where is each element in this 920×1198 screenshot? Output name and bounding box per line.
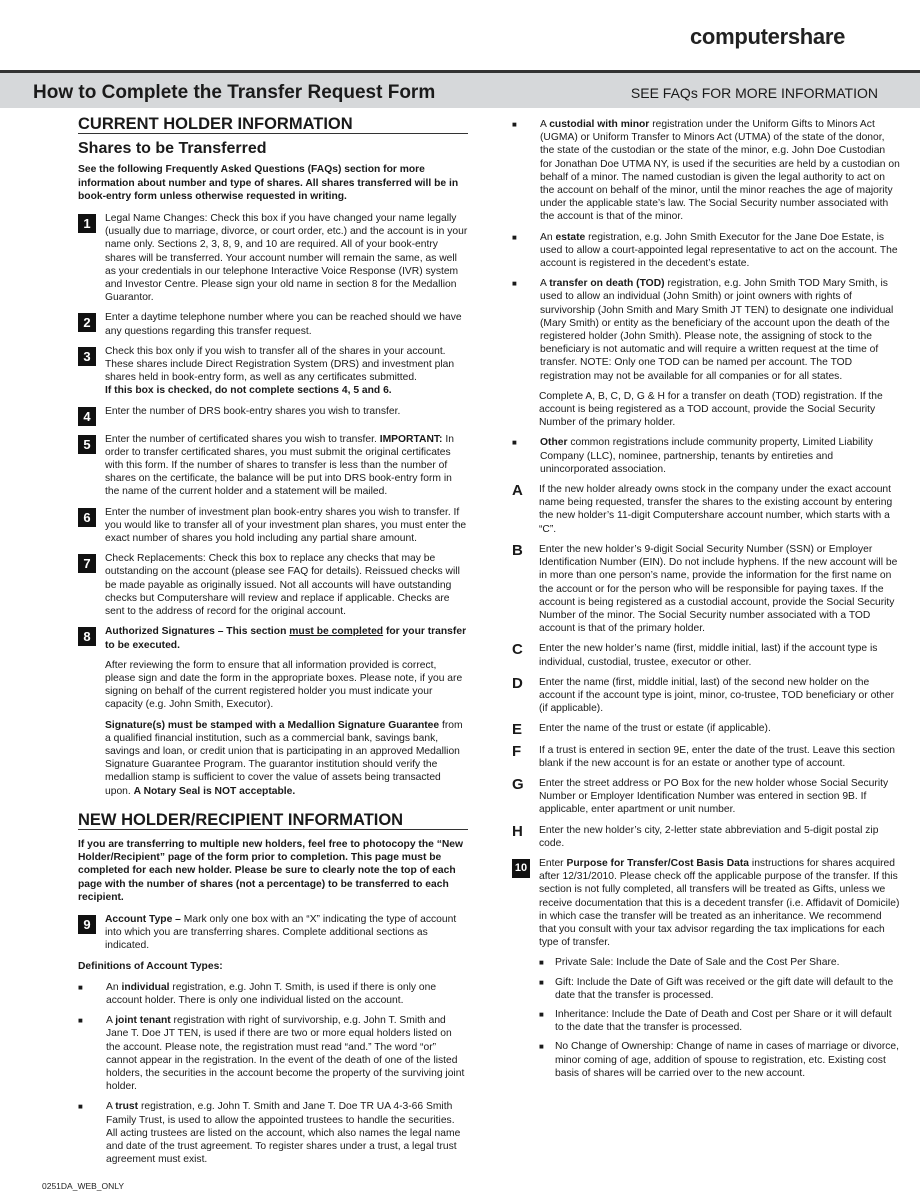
section-9g: G Enter the street address or PO Box for the new holder whose Social Security Number or Employer Identification Number was entered in section 9B. If applicable, enter apartment or unit number. bbox=[512, 775, 889, 816]
medallion-paragraph: Signature(s) must be stamped with a Medallion Signature Guarantee from a qualified financial institution, such as a commercial bank, savings bank, savings and loan, or credit union that is participating in an approved Medallion Signature Guarantee Program. The guarantor institution should verify the medallion stamp is sufficient to cover the value of assets being transacted upon. A Notary Seal is NOT acceptable. bbox=[105, 719, 463, 797]
faq-reference: SEE FAQs FOR MORE INFORMATION bbox=[630, 85, 878, 101]
section-number: 7 bbox=[78, 554, 96, 573]
section-number: 1 bbox=[78, 214, 96, 233]
form-code: 0251DA_WEB_ONLY bbox=[42, 1181, 125, 1191]
section-letter: C bbox=[512, 641, 523, 659]
section-7: 7 Check Replacements: Check this box to replace any checks that may be outstanding on the account (please see FAQ for details). Reissued checks will be made payable as originally issued. Not all accounts will have outstanding checks but Computershare will review and replace if applicable. Checks are sent to the address of record for the original account. bbox=[78, 552, 468, 618]
list-item: ■ An individual registration, e.g. John T. Smith, is used if there is only one account holder. There is only one individual listed on the account. bbox=[78, 981, 437, 1006]
section-9c: C Enter the new holder’s name (first, middle initial, last) if the account type is individual, custodial, trustee, executor or other. bbox=[512, 641, 878, 668]
section-5: 5 Enter the number of certificated shares you wish to transfer. IMPORTANT: In order to transfer certificated shares, you must submit the original certificates with this form. If the number of shares to transfer is less than the number of shares on the certificate, the balance will be put into DRS book-entry form in the name of the current holder and a statement will be mailed. bbox=[78, 433, 468, 499]
bullet-icon: ■ bbox=[512, 120, 517, 129]
bullet-icon: ■ bbox=[539, 1042, 544, 1052]
bullet-icon: ■ bbox=[78, 1016, 83, 1026]
section-2: 2 Enter a daytime telephone number where you can be reached should we have any questions regarding this transfer request. bbox=[78, 311, 468, 337]
section-number: 9 bbox=[78, 915, 96, 934]
section-letter: F bbox=[512, 742, 522, 760]
section-4: 4 Enter the number of DRS book-entry shares you wish to transfer. bbox=[78, 405, 468, 426]
left-column bbox=[78, 115, 468, 1173]
list-item: ■ Other common registrations include community property, Limited Liability Company (LLC), nominee, partnership, tenants by entireties and unincorporated association. bbox=[512, 437, 873, 475]
section-letter: H bbox=[512, 822, 523, 840]
section-9h: H Enter the new holder’s city, 2-letter state abbreviation and 5-digit postal zip code. bbox=[512, 822, 879, 849]
section-9b: B Enter the new holder’s 9-digit Social Security Number (SSN) or Employer Identification Number (EIN). Do not include hyphens. If the new account will be in more than one person’s name, provide the information for the first name on the account or for the person who will be responsible for paying taxes. If the account is being registered as a custodial account, provide the Social Security Number of the minor. The Social Security number associated with a TOD account is that of the primary holder. bbox=[512, 541, 898, 635]
bullet-icon: ■ bbox=[512, 279, 517, 289]
list-item: ■ An estate registration, e.g. John Smith Executor for the Jane Doe Estate, is used to allow a court-appointed legal representative to act on the account. The account is registered in the decedent’s estate. bbox=[512, 231, 898, 270]
bullet-icon: ■ bbox=[78, 1102, 83, 1112]
section-9d: D Enter the name (first, middle initial, last) of the second new holder on the account if the account type is joint, minor, co-trustee, TOD beneficiary or other (if applicable). bbox=[512, 674, 895, 715]
page-title: How to Complete the Transfer Request Form bbox=[33, 82, 436, 103]
section-letter: A bbox=[512, 482, 523, 500]
bullet-icon: ■ bbox=[78, 982, 83, 992]
section-number: 10 bbox=[512, 859, 530, 878]
list-item: ■ No Change of Ownership: Change of name in cases of marriage or divorce, minor coming of age, addition of spouse to registration, etc. Existing cost basis of shares will be carried over to the new account. bbox=[539, 1041, 899, 1079]
current-intro: See the following Frequently Asked Questions (FAQs) section for more information about number and type of shares. All shares transferred will be in book-entry form unless otherwise requested in writing. bbox=[78, 164, 459, 202]
section-9a: A If the new holder already owns stock in the company under the exact account name being requested, transfer the shares to the existing account by entering the new holder’s 11-digit Computershare account number, which starts with a “C”. bbox=[512, 482, 893, 535]
tod-note: Complete A, B, C, D, G & H for a transfer on death (TOD) registration. If the account is being registered as a TOD account, provide the Social Security Number of the primary holder. bbox=[539, 390, 883, 429]
definitions-heading: Definitions of Account Types: bbox=[78, 960, 223, 972]
section-letter: D bbox=[512, 674, 523, 692]
section-8: 8 Authorized Signatures – This section must be completed for your transfer to be executed. bbox=[78, 625, 468, 651]
section-letter: G bbox=[512, 775, 524, 793]
section-6: 6 Enter the number of investment plan book-entry shares you wish to transfer. If you would like to transfer all of your investment plan shares, you must enter the exact number of shares you hold including any partial share amount. bbox=[78, 506, 468, 546]
section-number: 6 bbox=[78, 508, 96, 527]
section-8-paragraph: After reviewing the form to ensure that all information provided is correct, please sign and date the form in the appropriate boxes. Please note, if you are signing on behalf of the current registered holder you must indicate your capacity (e.g. John Smith, Executor). bbox=[105, 659, 463, 711]
list-item: ■ A custodial with minor registration under the Uniform Gifts to Minors Act (UGMA) or Uniform Transfer to Minors Act (UTMA) of the state of the donor, the state of the custodian or the state of the minor, e.g. John Doe Custodian for Jonathan Doe UTMA NY, is used if the securities are held by a custodian on behalf of a minor. The named custodian is given the legal authority to act on the account on behalf of the minor, until the minor reaches the age of majority under the applicable state’s law. The Social Security number associated with the account is that of the minor. bbox=[512, 119, 900, 223]
section-9f: F If a trust is entered in section 9E, enter the date of the trust. Leave this section blank if the new account is for an estate or another type of account. bbox=[512, 742, 896, 769]
right-column bbox=[512, 118, 900, 1086]
section-1: 1 Legal Name Changes: Check this box if you have changed your name legally (usually due to marriage, divorce, or court order, etc.) and the account is in your name only. Sections 2, 3, 8, 9, and 10 are required. All of your book-entry shares will be transferred. Your account number will remain the same, as well as your credentials in our telephone Interactive Voice Response (IVR) system and Investor Centre. Please sign your old name in section 8 for the Medallion Guarantor. bbox=[78, 212, 468, 304]
section-number: 8 bbox=[78, 627, 96, 646]
section-9: 9 Account Type – Mark only one box with an “X” indicating the type of account into which you are transferring shares. Complete additional sections as indicated. bbox=[78, 913, 468, 953]
computershare-logo: computershare bbox=[690, 24, 846, 49]
bullet-icon: ■ bbox=[539, 1009, 544, 1019]
list-item: ■ A transfer on death (TOD) registration, e.g. John Smith TOD Mary Smith, is used to allow an individual (John Smith) or joint owners with rights of survivorship (John Smith and Mary Smith JT TEN) to designate one individual (Mary Smith) or entity as the beneficiary of the account upon the death of the registered holder (John Smith). Please note, the assigning of stock to the beneficiary is not automatic and will require a written request at the time of transfer. NOTE: Only one TOD can be named per account. The TOD registration may not be available for all companies or for all states. bbox=[512, 278, 894, 382]
section-10: 10 Enter Purpose for Transfer/Cost Basis Data instructions for shares acquired after 12/31/2010. Please check off the applicable purpose of the transfer. If this section is not fully completed, all transfers will be treated as Gifts, unless we receive documentation that this is a decedent transfer (i.e. Affidavit of Domicile) in which case the transfer will be treated as an inheritance. We recommend that you consult with your tax advisor regarding the tax implications for each type of transfer. bbox=[512, 857, 900, 949]
section-number: 2 bbox=[78, 313, 96, 332]
bullet-icon: ■ bbox=[512, 438, 517, 448]
section-letter: E bbox=[512, 721, 523, 739]
section-number: 3 bbox=[78, 347, 96, 366]
list-item: ■ A trust registration, e.g. John T. Smith and Jane T. Doe TR UA 4-3-66 Smith Family Trust, is used to allow the appointed trustees to handle the securities. All acting trustees are listed on the account, which also names the legal name and date of the trust agreement. To register shares under a trust, a legal trust agreement must exist. bbox=[78, 1101, 461, 1166]
section-number: 5 bbox=[78, 435, 96, 454]
section-9e: E Enter the name of the trust or estate (if applicable). bbox=[512, 721, 771, 739]
list-item: ■ Inheritance: Include the Date of Death and Cost per Share or it will default to the date that the transfer is processed. bbox=[539, 1008, 892, 1034]
new-holder-intro: If you are transferring to multiple new holders, feel free to photocopy the “New Holder/Recipient” page of the form prior to completion. This page must be completed for each new holder. Please be sure to clearly note the top of each page with the number of shares (not a percentage) to be transferred to each recipient. bbox=[78, 838, 464, 903]
list-item: ■ Gift: Include the Date of Gift was received or the gift date will default to the date that the transfer is processed. bbox=[539, 976, 894, 1001]
current-holder-heading: CURRENT HOLDER INFORMATION bbox=[78, 118, 468, 134]
section-letter: B bbox=[512, 541, 523, 559]
title-bar bbox=[0, 70, 920, 108]
shares-subheading: Shares to be Transferred bbox=[78, 140, 267, 158]
section-3: 3 Check this box only if you wish to transfer all of the shares in your account. These shares include Direct Registration System (DRS) and investment plan shares held in book-entry form, as well as any certificates submitted. If this box is checked, do not complete sections 4, 5 and 6. bbox=[78, 345, 468, 398]
list-item: ■ Private Sale: Include the Date of Sale and the Cost Per Share. bbox=[539, 957, 840, 969]
new-holder-heading: NEW HOLDER/RECIPIENT INFORMATION bbox=[78, 814, 468, 830]
section-number: 4 bbox=[78, 407, 96, 426]
bullet-icon: ■ bbox=[512, 232, 517, 242]
list-item: ■ A joint tenant registration with right of survivorship, e.g. John T. Smith and Jane T. Doe JT TEN, is used if there are two or more equal holders listed on the account. Please note, the registration must read “and.” The word “or” cannot appear in the registration. In the event of the death of one of the listed holders, the securities in the account become the property of the surviving joint holder. bbox=[78, 1015, 465, 1093]
bullet-icon: ■ bbox=[539, 958, 544, 968]
bullet-icon: ■ bbox=[539, 977, 544, 987]
